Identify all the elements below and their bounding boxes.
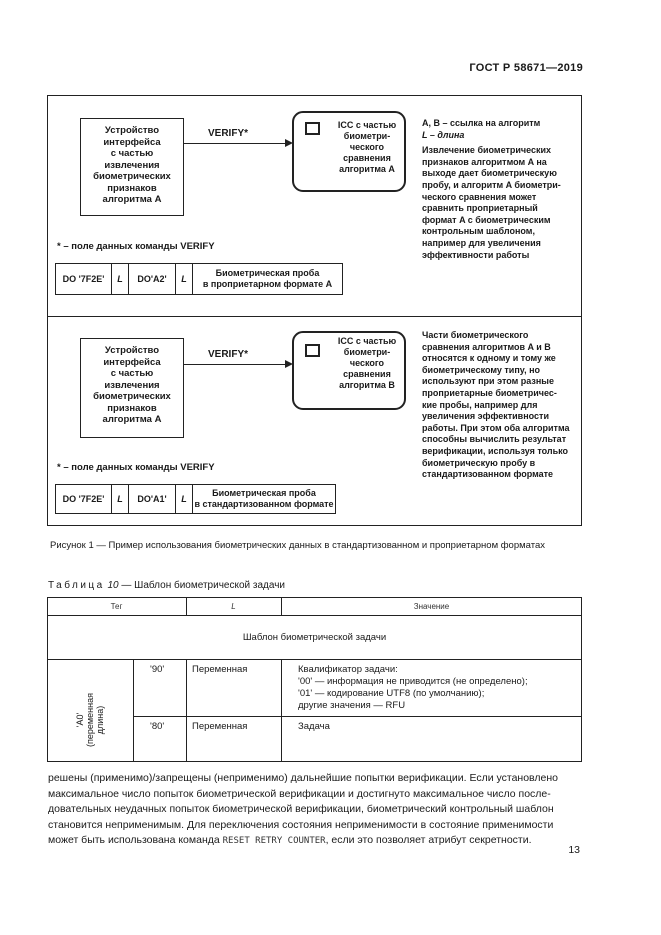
note-line: верификации, используя только [422,445,569,456]
icc-line: алгоритма B [339,380,395,390]
interface-device-box-bottom [80,338,184,438]
verify-arrow-line-top [184,143,286,144]
body-line [48,833,583,850]
icc-line: алгоритма A [339,164,395,174]
icc-line: ICC с частью [337,336,397,346]
row-length: Переменная [192,721,248,732]
device-line: извлечения [104,159,160,171]
note-line: например для увеличения [422,237,541,248]
note-line: сравнения алгоритмов A и B [422,341,551,352]
body-text-span: , если это позволяет атрибут секретности. [325,834,532,847]
note-line: Части биометрического [422,330,529,340]
note-line: контрольным шаблоном, [422,226,535,237]
table-col-rule [186,659,187,762]
do-value-line: в стандартизованном формате [194,499,334,509]
row-value: Задача [298,721,330,732]
icc-line: сравнения [343,153,391,163]
device-line: извлечения [104,379,160,391]
row-value-line: '01' — кодирование UTF8 (по умолчанию); [298,688,485,699]
do-tag-cell: DO '7F2E' [56,264,112,294]
col-header-value: Значение [413,602,450,611]
table-row-rule [133,716,582,717]
do-tag-cell: DO '7F2E' [56,485,112,513]
device-line: признаков [107,402,157,414]
note-line: используют при этом разные [422,376,554,387]
outer-length: (переменная [85,693,95,747]
do-value-line: Биометрическая проба [215,268,320,278]
do-value-line: Биометрическая проба [212,488,316,498]
table-title-number: 10 [107,580,119,591]
verify-label-top: VERIFY* [208,128,249,139]
body-text-span: может быть использована команда [48,834,223,847]
row-value-line: '00' — информация не приводится (не определено); [298,676,528,687]
note-line: способны вычислить результат [422,434,567,445]
col-header-tag: Тег [110,602,123,611]
body-line: становится неприменимым. Для переключения состояния неприменимости в состояние применимости [48,818,554,831]
row-tag: '80' [150,721,165,732]
note-line: пробу, и алгоритм A биометри- [422,179,561,190]
table-section-rule [47,659,582,660]
note-line: работы. При этом оба алгоритма [422,422,570,433]
row-length: Переменная [192,664,248,675]
outer-tag: 'A0' [75,712,85,728]
note-line: выходе дает биометрическую [422,168,557,179]
legend-note-bottom [422,330,580,481]
do-inner-length-cell: L [176,485,193,513]
do-length-cell: L [112,264,129,294]
note-line: биометрическому типу, но [422,364,541,375]
icc-line: ческого [349,358,385,368]
device-line: биометрических [93,171,171,182]
outer-tag-rotated [75,693,105,747]
verify-label-bottom: VERIFY* [208,349,249,360]
do-value-line: в проприетарном формате A [202,279,333,289]
device-line: алгоритма A [102,414,162,425]
verify-arrow-line-bottom [184,364,286,365]
note-line: сравнить проприетарный [422,203,538,214]
body-paragraph [48,771,583,850]
table-title-text: — Шаблон биометрической задачи [118,580,286,591]
row-tag: '90' [150,664,165,675]
do-inner-tag-cell: DO'A1' [129,485,176,513]
data-object-table-top [55,263,343,295]
command-name: RESET RETRY COUNTER [222,836,326,847]
icc-line: биометри- [343,347,391,357]
do-inner-length-cell: L [176,264,193,294]
row-value [298,664,528,712]
device-line: Устройство [104,125,160,136]
icc-line: ICC с частью [337,120,397,130]
note-line: стандартизованном формате [422,469,554,480]
icc-line: сравнения [343,369,391,379]
note-line: формат A с биометрическим [422,214,551,225]
table-header-rule [47,615,582,616]
row-value-line: другие значения — RFU [298,700,406,711]
legend-ab: A, B – ссылка на алгоритм [422,118,541,128]
interface-device-box-top [80,118,184,216]
note-line: увеличения эффективности [422,411,549,422]
do-length-cell: L [112,485,129,513]
device-line: с частью [110,368,154,379]
note-line: ческого сравнения может [422,191,537,202]
icc-card-label-bottom [331,336,403,391]
legend-note-top [422,118,578,261]
table-col-rule [133,659,134,762]
device-line: интерфейса [103,356,161,368]
chip-icon [305,122,320,135]
outer-tag-cell [50,693,130,747]
note-line: Извлечение биометрических [422,145,552,156]
device-line: биометрических [93,391,171,402]
body-line: решены (применимо)/запрещены (неприменимо) дальнейшие попытки верификации. Если установлено [48,772,558,784]
footnote-bottom: * – поле данных команды VERIFY [57,462,215,473]
note-line: кие пробы, например для [422,399,538,410]
device-line: алгоритма A [102,194,162,205]
page-number: 13 [568,844,580,856]
note-line: проприетарные биометричес- [422,387,557,398]
table-col-rule [281,659,282,762]
device-line: с частью [110,148,154,159]
standard-number: ГОСТ Р 58671—2019 [469,62,583,74]
do-inner-tag-cell: DO'A2' [129,264,176,294]
table-section-title: Шаблон биометрической задачи [242,632,387,643]
do-value-cell [193,264,342,294]
icc-line: биометри- [343,131,391,141]
figure-caption: Рисунок 1 — Пример использования биометрических данных в стандартизованном и проприетарном форматах [50,540,546,551]
body-line: максимальное число попыток биометрической верификации и достигнуто максимальное число после- [48,787,551,800]
device-line: признаков [107,182,157,194]
row-value-line: Квалификатор задачи: [298,664,398,675]
outer-length: длина) [95,705,105,735]
body-line: довательных неудачных попыток биометрической верификации, биометрический контрольный шаблон [48,803,554,816]
note-line: признаков алгоритмом A на [422,156,547,167]
chip-icon [305,344,320,357]
footnote-top: * – поле данных команды VERIFY [57,241,215,252]
data-object-table-bottom [55,484,336,514]
icc-card-label-top [331,120,403,175]
note-line: относятся к одному и тому же [422,353,556,364]
legend-l: L – длина [422,129,465,140]
icc-line: ческого [349,142,385,152]
note-line: биометрическую пробу в [422,457,536,468]
do-value-cell [193,485,335,513]
table-title [48,580,285,591]
table-title-prefix: Таблица [48,580,105,591]
device-line: Устройство [104,345,160,356]
device-line: интерфейса [103,136,161,148]
col-header-length: L [231,602,236,611]
note-line: эффективности работы [422,249,530,260]
figure-divider [47,316,582,317]
